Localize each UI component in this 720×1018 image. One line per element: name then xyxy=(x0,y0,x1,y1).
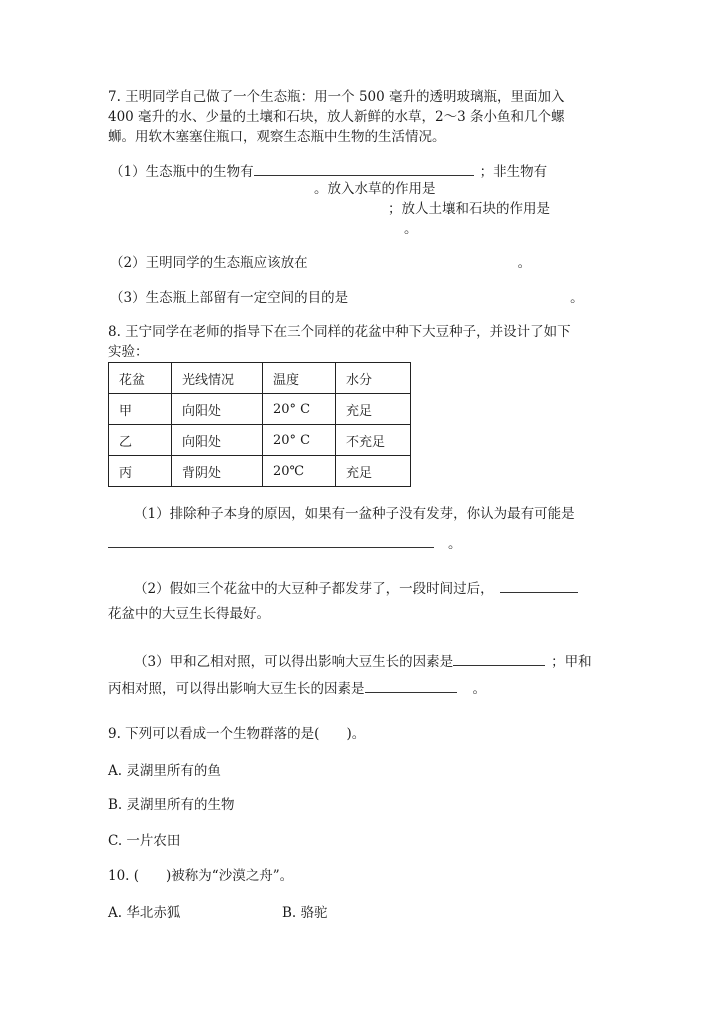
q9-option-a[interactable]: A. 灵湖里所有的鱼 xyxy=(108,763,221,779)
q8-sub3-line-2 xyxy=(108,678,486,699)
q7-sub3-prefix: （3）生态瓶上部留有一定空间的目的是 xyxy=(110,290,349,306)
table-cell: 背阴处 xyxy=(172,456,263,487)
answer-blank[interactable] xyxy=(500,578,578,593)
q7-sub1-prefix: （1）生态瓶中的生物有 xyxy=(110,164,254,180)
q7-line-3: 蛳。用软木塞塞住瓶口，观察生态瓶中生物的生活情况。 xyxy=(108,129,446,145)
table-row xyxy=(109,394,411,425)
q8-sub1-line-2 xyxy=(108,533,462,554)
q8-line-1: 8. 王宁同学在老师的指导下在三个同样的花盆中种下大豆种子，并设计了如下 xyxy=(108,324,571,340)
q7-sub2-prefix: （2）王明同学的生态瓶应该放在 xyxy=(110,255,308,271)
experiment-table xyxy=(108,362,411,487)
q8-sub1-end: 。 xyxy=(448,536,462,552)
q8-sub2-text: （2）假如三个花盆中的大豆种子都发芽了，一段时间过后， xyxy=(134,581,494,597)
q8-sub3-mid: ；甲和 xyxy=(551,654,592,670)
q8-sub3-end: 。 xyxy=(472,681,486,697)
q7-sub3 xyxy=(110,288,584,308)
q7-sub2 xyxy=(110,253,531,273)
q8-sub3-text: （3）甲和乙相对照，可以得出影响大豆生长的因素是 xyxy=(134,654,454,670)
table-header-row xyxy=(109,363,411,394)
table-cell: 向阳处 xyxy=(172,425,263,456)
table-cell: 向阳处 xyxy=(172,394,263,425)
table-header: 光线情况 xyxy=(172,363,263,394)
q7-line-2: 400 毫升的水、少量的土壤和石块，放人新鲜的水草，2～3 条小鱼和几个螺 xyxy=(108,109,565,125)
q8-sub3-line-1 xyxy=(134,651,592,672)
q7-sub1-line-2: 。放入水草的作用是 xyxy=(314,181,436,197)
table-cell: 充足 xyxy=(336,456,411,487)
q10-option-a[interactable]: A. 华北赤狐 xyxy=(108,905,181,921)
table-header: 水分 xyxy=(336,363,411,394)
q8-sub2-line-1 xyxy=(134,578,578,599)
table-cell: 充足 xyxy=(336,394,411,425)
q10-option-b[interactable]: B. 骆驼 xyxy=(282,905,328,921)
table-cell: 丙 xyxy=(109,456,172,487)
table-row xyxy=(109,456,411,487)
table-cell: 20℃ xyxy=(263,456,336,487)
answer-blank[interactable] xyxy=(453,651,545,666)
q9-question: 9. 下列可以看成一个生物群落的是( )。 xyxy=(108,726,366,742)
answer-blank[interactable] xyxy=(365,678,457,693)
q8-sub1-line-1: （1）排除种子本身的原因，如果有一盆种子没有发芽，你认为最有可能是 xyxy=(134,506,575,522)
table-cell: 不充足 xyxy=(336,425,411,456)
q8-sub2-line-2: 花盆中的大豆生长得最好。 xyxy=(108,606,270,622)
table-cell: 乙 xyxy=(109,425,172,456)
q8-sub3-line2: 丙相对照，可以得出影响大豆生长的因素是 xyxy=(108,681,365,697)
q8-line-2: 实验： xyxy=(108,344,149,360)
q7-line-1: 7. 王明同学自己做了一个生态瓶：用一个 500 毫升的透明玻璃瓶，里面加入 xyxy=(108,89,565,105)
q7-sub1-mid: ；非生物有 xyxy=(479,164,548,180)
table-cell: 20° C xyxy=(263,425,336,456)
table-cell: 甲 xyxy=(109,394,172,425)
q7-sub2-end: 。 xyxy=(517,255,532,271)
q7-sub1-line-3: ；放人土壤和石块的作用是 xyxy=(388,201,550,217)
answer-blank[interactable] xyxy=(108,533,434,548)
answer-blank[interactable] xyxy=(254,161,474,176)
table-row xyxy=(109,425,411,456)
table-header: 花盆 xyxy=(109,363,172,394)
q7-sub1-line-4: 。 xyxy=(404,221,418,237)
table-cell: 20° C xyxy=(263,394,336,425)
table-header: 温度 xyxy=(263,363,336,394)
q9-option-b[interactable]: B. 灵湖里所有的生物 xyxy=(108,797,235,813)
q9-option-c[interactable]: C. 一片农田 xyxy=(108,833,181,849)
q10-question: 10. ( )被称为“沙漠之舟”。 xyxy=(108,868,294,884)
q7-sub3-end: 。 xyxy=(570,290,584,306)
